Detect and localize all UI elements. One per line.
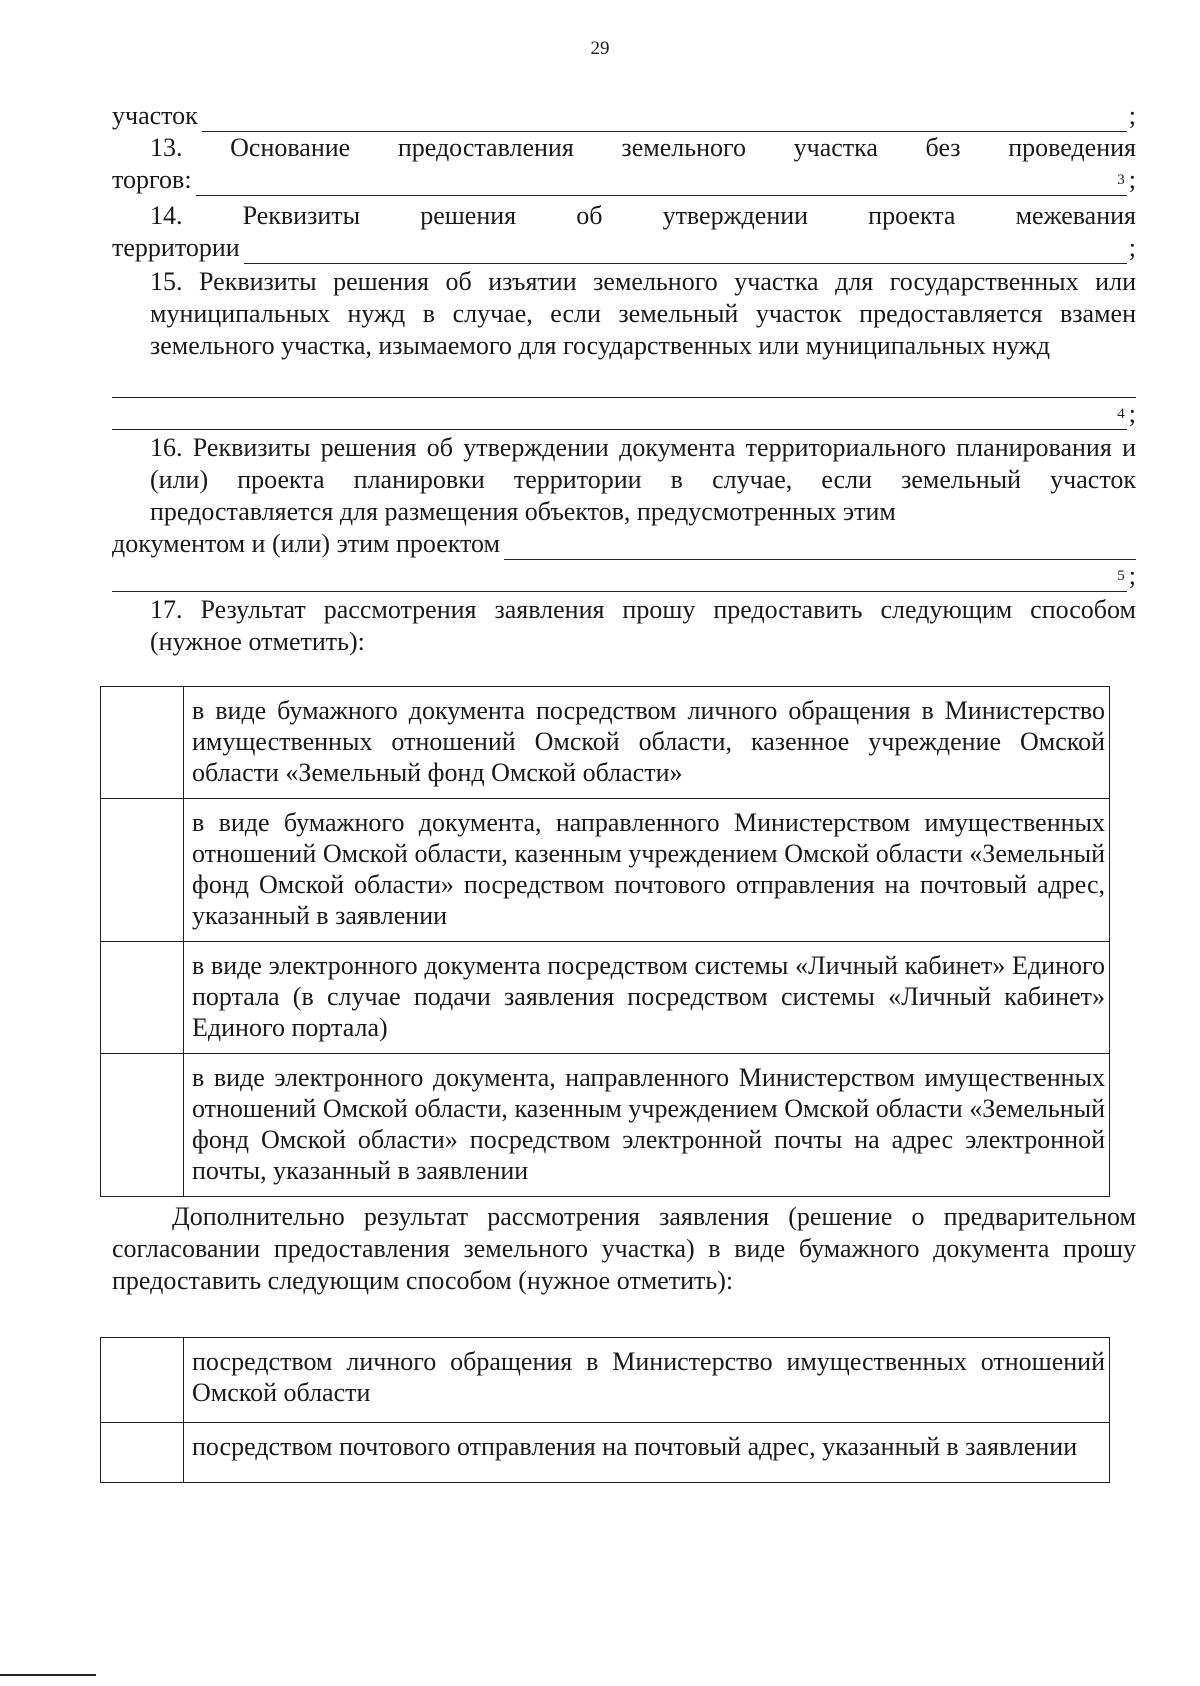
item14-field[interactable] bbox=[244, 239, 1127, 264]
item13-heading: 13. Основание предоставления земельного участка без проведения bbox=[150, 133, 1136, 162]
result-option-text: в виде электронного документа, направленного Министерством имущественных отношений Омской области, казенным учреждением Омской области «Земельный фонд Омской области» посредством электронной почты на адрес электронной почты, указанный в заявлении bbox=[184, 1054, 1110, 1197]
result-option-checkbox[interactable] bbox=[101, 799, 184, 942]
additional-options-table bbox=[100, 1337, 1110, 1483]
item15-field-cont[interactable] bbox=[112, 405, 1127, 430]
item16-line2: 5 ; bbox=[112, 560, 1136, 592]
result-option-text: в виде бумажного документа посредством личного обращения в Министерство имущественных отношений Омской области, казенное учреждение Омской области «Земельный фонд Омской области» bbox=[184, 687, 1110, 799]
item14-heading: 14. Реквизиты решения об утверждении проекта межевания bbox=[150, 201, 1136, 230]
additional-option-row bbox=[101, 1423, 1110, 1483]
additional-option-text: посредством личного обращения в Министерство имущественных отношений Омской области bbox=[184, 1338, 1110, 1423]
result-option-checkbox[interactable] bbox=[101, 687, 184, 799]
item16-field-cont[interactable] bbox=[112, 567, 1127, 592]
item16-label: документом и (или) этим проектом bbox=[112, 529, 500, 558]
additional-option-checkbox[interactable] bbox=[101, 1423, 184, 1483]
additional-option-checkbox[interactable] bbox=[101, 1338, 184, 1423]
item13-line: торгов: 3 ; bbox=[112, 165, 1136, 194]
item13-field[interactable] bbox=[196, 171, 1127, 196]
result-option-checkbox[interactable] bbox=[101, 942, 184, 1054]
item15-line1 bbox=[112, 366, 1136, 398]
plot-field[interactable] bbox=[202, 107, 1127, 132]
item14-label: территории bbox=[112, 233, 240, 262]
footnote-mark-3: 3 bbox=[1117, 172, 1125, 188]
additional-text: Дополнительно результат рассмотрения заявления (решение о предварительном согласовании предоставления земельного участка) в виде бумажного документа прошу предоставить следующим способом (нужное отметить): bbox=[112, 1202, 1136, 1295]
item16-field[interactable] bbox=[504, 535, 1136, 560]
result-option-text: в виде бумажного документа, направленного Министерством имущественных отношений Омской области, казенным учреждением Омской области «Земельный фонд Омской области» посредством почтового отправления на почтовый адрес, указанный в заявлении bbox=[184, 799, 1110, 942]
form-content bbox=[112, 100, 1136, 1483]
result-options-table bbox=[100, 686, 1110, 1197]
footnote-separator bbox=[0, 1674, 96, 1676]
result-option-row bbox=[101, 942, 1110, 1054]
additional-option-text: посредством почтового отправления на почтовый адрес, указанный в заявлении bbox=[184, 1423, 1110, 1483]
item15-line2: 4 ; bbox=[112, 398, 1136, 430]
result-option-row bbox=[101, 799, 1110, 942]
additional-option-row bbox=[101, 1338, 1110, 1423]
item15-text: 15. Реквизиты решения об изъятии земельного участка для государственных или муниципальных нужд в случае, если земельный участок предоставляется взамен земельного участка, изымаемого для государственных или муниципальных нужд bbox=[150, 267, 1136, 360]
result-option-checkbox[interactable] bbox=[101, 1054, 184, 1197]
item17-text: 17. Результат рассмотрения заявления прошу предоставить следующим способом (нужное отметить): bbox=[150, 595, 1136, 656]
result-option-row bbox=[101, 687, 1110, 799]
item14-line: территории ; bbox=[112, 233, 1136, 262]
item16-text: 16. Реквизиты решения об утверждении документа территориального планирования и (или) проекта планировки территории в случае, если земельный участок предоставляется для размещения объектов, предусмотренных этим bbox=[150, 433, 1136, 526]
item13-label: торгов: bbox=[112, 165, 192, 194]
page-number: 29 bbox=[590, 38, 610, 59]
plot-label: участок bbox=[112, 101, 198, 130]
item16-line1 bbox=[112, 528, 1136, 560]
item15-field[interactable] bbox=[112, 373, 1136, 398]
result-option-row bbox=[101, 1054, 1110, 1197]
plot-line: участок ; bbox=[112, 101, 1136, 130]
result-option-text: в виде электронного документа посредством системы «Личный кабинет» Единого портала (в случае подачи заявления посредством системы «Личный кабинет» Единого портала) bbox=[184, 942, 1110, 1054]
footnote-mark-5: 5 bbox=[1117, 568, 1125, 584]
footnote-mark-4: 4 bbox=[1117, 406, 1125, 422]
